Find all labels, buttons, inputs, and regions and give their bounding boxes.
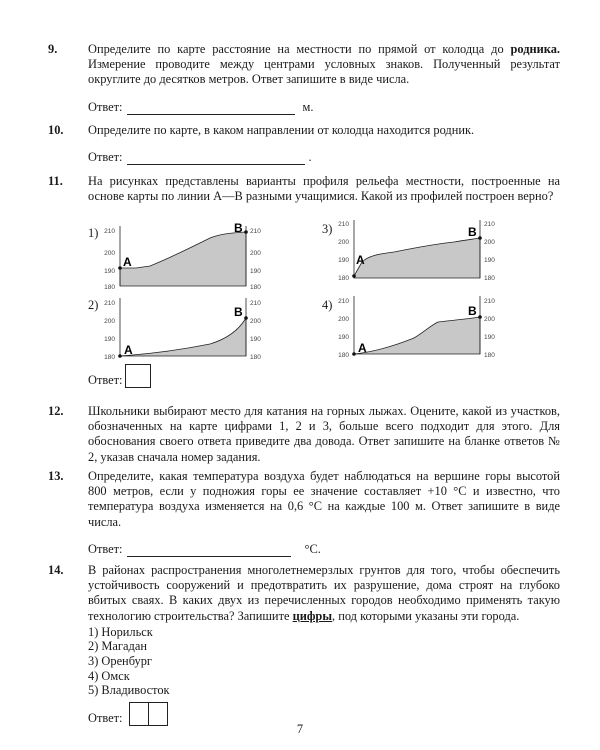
svg-text:190: 190 <box>484 257 495 264</box>
question-text: Определите по карте расстояние на местности по прямой от колодца до родника. Измерение проводите между центрами условных знаков. Полученный результат округлите до десятков метров. Ответ запишите в виде числа. <box>88 42 560 87</box>
svg-text:190: 190 <box>338 257 349 264</box>
svg-text:A: A <box>358 341 367 355</box>
point-b <box>244 230 248 234</box>
answer-label: Ответ: <box>88 710 123 725</box>
tick-right-190: 190 <box>250 268 261 275</box>
svg-text:210: 210 <box>338 298 349 305</box>
question-10 <box>48 123 560 165</box>
point-b <box>478 315 482 319</box>
question-number: 10. <box>48 123 64 137</box>
svg-text:210: 210 <box>104 300 115 307</box>
question-text: На рисунках представлены варианты профиля рельефа местности, построенные на основе карты по линии А—В разными учащимися. Какой из профилей построен верно? <box>88 174 560 204</box>
question-13 <box>48 469 560 557</box>
tick-left-190: 190 <box>104 268 115 275</box>
question-text: Школьники выбирают место для катания на горных лыжах. Оцените, какой из участков, обозначенных на карте цифрами 1, 2 и 3, больше всего подходит для этого. Для обоснования своего ответа приведите два довода. Ответ запишите на бланке ответов № 2, указав сначала номер задания. <box>88 404 560 464</box>
svg-text:180: 180 <box>250 354 261 361</box>
profile-1-label: 1) <box>88 226 99 240</box>
answer-field[interactable] <box>127 152 305 165</box>
option-4: 4) Омск <box>88 668 130 683</box>
svg-text:190: 190 <box>484 334 495 341</box>
svg-text:A: A <box>124 343 133 357</box>
svg-text:190: 190 <box>104 336 115 343</box>
answer-unit: °С. <box>304 541 321 556</box>
profile-area <box>120 232 246 286</box>
question-text: Определите, какая температура воздуха будет наблюдаться на вершине горы высотой 800 метров, если у подножия горы ее значение составляет +10 °С и известно, что температура воздуха изменяется на 0,6 °С на каждые 100 м. Ответ запишите в виде числа. <box>88 469 560 529</box>
profile-area <box>120 318 246 356</box>
svg-text:180: 180 <box>338 275 349 282</box>
point-b <box>244 316 248 320</box>
option-2: 2) Магадан <box>88 639 147 654</box>
question-number: 12. <box>48 404 64 418</box>
svg-text:180: 180 <box>104 354 115 361</box>
point-a <box>352 352 356 356</box>
svg-text:A: A <box>356 253 365 267</box>
question-text: Определите по карте, в каком направлении от колодца находится родник. <box>88 123 475 137</box>
svg-text:B: B <box>468 304 477 318</box>
option-3: 3) Оренбург <box>88 654 152 668</box>
question-9 <box>48 42 560 115</box>
tick-left-210: 210 <box>104 228 115 235</box>
tick-right-180: 180 <box>250 284 261 291</box>
answer-label: Ответ: <box>88 541 123 556</box>
svg-text:180: 180 <box>484 352 495 359</box>
svg-text:200: 200 <box>484 239 495 246</box>
point-b <box>478 236 482 240</box>
tick-left-200: 200 <box>104 250 115 257</box>
option-5: 5) Владивосток <box>88 683 170 698</box>
profile-area <box>354 238 480 278</box>
answer-field[interactable] <box>127 544 291 557</box>
answer-box[interactable] <box>125 364 151 388</box>
profile-3-chart <box>334 218 509 296</box>
svg-text:210: 210 <box>250 300 261 307</box>
profile-3-label: 3) <box>322 222 333 236</box>
answer-label: Ответ: <box>88 372 123 387</box>
label-b: B <box>234 221 243 235</box>
profile-4-chart <box>334 292 509 370</box>
profile-1-chart <box>100 218 275 296</box>
answer-unit: . <box>308 150 312 165</box>
tick-left-180: 180 <box>104 284 115 291</box>
question-12 <box>48 404 560 465</box>
answer-row <box>88 100 560 115</box>
svg-text:B: B <box>468 225 477 239</box>
svg-text:190: 190 <box>250 336 261 343</box>
svg-text:B: B <box>234 305 243 319</box>
question-text: В районах распространения многолетнемерзлых грунтов для того, чтобы обеспечить устойчивость сооружений и предотвратить их разрушение, дома строят на глубоко вбитых сваях. В каких двух из перечисленных городов необходимо применять такую технологию строительства? Запишите цифры, под которыми указаны эти города. <box>88 563 560 623</box>
option-1: 1) Норильск <box>88 624 153 639</box>
answer-row <box>88 542 560 557</box>
question-number: 14. <box>48 563 64 577</box>
options-list <box>48 625 560 698</box>
page-number: 7 <box>296 722 304 736</box>
answer-label: Ответ: <box>88 150 123 165</box>
svg-text:200: 200 <box>250 318 261 325</box>
svg-text:200: 200 <box>484 316 495 323</box>
svg-text:190: 190 <box>338 334 349 341</box>
answer-field[interactable] <box>127 102 295 115</box>
tick-right-210: 210 <box>250 228 261 235</box>
question-number: 9. <box>48 42 58 56</box>
svg-text:180: 180 <box>484 275 495 282</box>
svg-text:210: 210 <box>484 298 495 305</box>
svg-text:180: 180 <box>338 352 349 359</box>
point-a <box>118 266 122 270</box>
tick-right-200: 200 <box>250 250 261 257</box>
answer-row <box>88 150 560 165</box>
point-a <box>352 274 356 278</box>
profile-area <box>354 317 480 354</box>
svg-text:200: 200 <box>338 316 349 323</box>
question-11 <box>48 174 560 204</box>
answer-unit: м. <box>302 99 314 114</box>
svg-text:210: 210 <box>338 221 349 228</box>
point-a <box>118 354 122 358</box>
svg-text:200: 200 <box>104 318 115 325</box>
profile-4-label: 4) <box>322 298 333 312</box>
profile-2-chart <box>100 292 275 370</box>
question-14 <box>48 563 560 726</box>
question-number: 13. <box>48 469 64 483</box>
svg-text:210: 210 <box>484 221 495 228</box>
question-number: 11. <box>48 174 63 188</box>
label-a: A <box>123 255 132 269</box>
answer-label: Ответ: <box>88 99 123 114</box>
svg-text:200: 200 <box>338 239 349 246</box>
profile-2-label: 2) <box>88 298 99 312</box>
answer-row-q11 <box>88 364 151 388</box>
